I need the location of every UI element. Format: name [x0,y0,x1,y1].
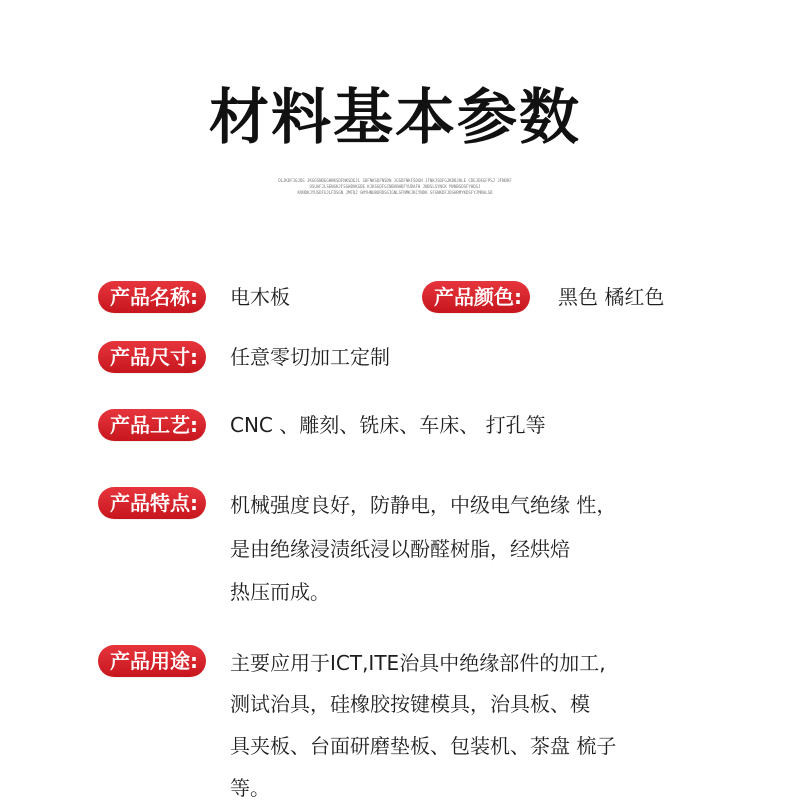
product-process-label: 产品工艺: [98,409,206,441]
product-name-label: 产品名称: [98,281,206,313]
product-usage-label: 产品用途: [98,645,206,677]
product-color-value: 黑色 橘红色 [558,285,665,309]
decor-text-line: KVNDKJYUSDFUJLFDSGN JMFDJ GMYHNUBURDSGIGNLSFNMKJKCYNDK SFGNKDFJDGHRMYKDSFYJMRALSD [297,190,493,195]
usage-line: 具夹板、台面研磨垫板、包装机、茶盘 梳子 [230,734,617,758]
product-process-value: CNC 、雕刻、铣床、车床、 打孔等 [230,413,546,437]
decor-text-line: OSUAFJLSENGKJFSGHBVKSDE KJKSGDFGCNBVBHDFYUDAFH JNDSLSYNCK MVNBSDSFYHDSJ [309,184,481,189]
feature-line: 热压而成。 [230,580,330,604]
feature-line: 是由绝缘浸渍纸浸以酚醛树脂，经烘焙 [230,537,570,561]
usage-line: 主要应用于ICT,ITE治具中绝缘部件的加工, [230,651,606,675]
feature-line: 机械强度良好，防静电，中级电气绝缘 性， [230,493,617,517]
product-name-value: 电木板 [230,285,290,309]
product-color-label: 产品颜色: [422,281,530,313]
product-size-label: 产品尺寸: [98,341,206,373]
decor-text-line: OLJKDFJGJOS JKGOSNDEGHNKSDFNKSDEJL SDFNKSDFNSDN JGSDFNKFSDGN JFNKJSDFGJKDBJHLE CDEJDEGFPSJ JFNDKF [278,178,512,183]
page-title: 材料基本参数 [209,83,581,153]
product-size-value: 任意零切加工定制 [230,345,390,369]
product-feature-label: 产品特点: [98,487,206,519]
usage-line: 等。 [230,776,270,800]
usage-line: 测试治具，硅橡胶按键模具，治具板、模 [230,692,590,716]
